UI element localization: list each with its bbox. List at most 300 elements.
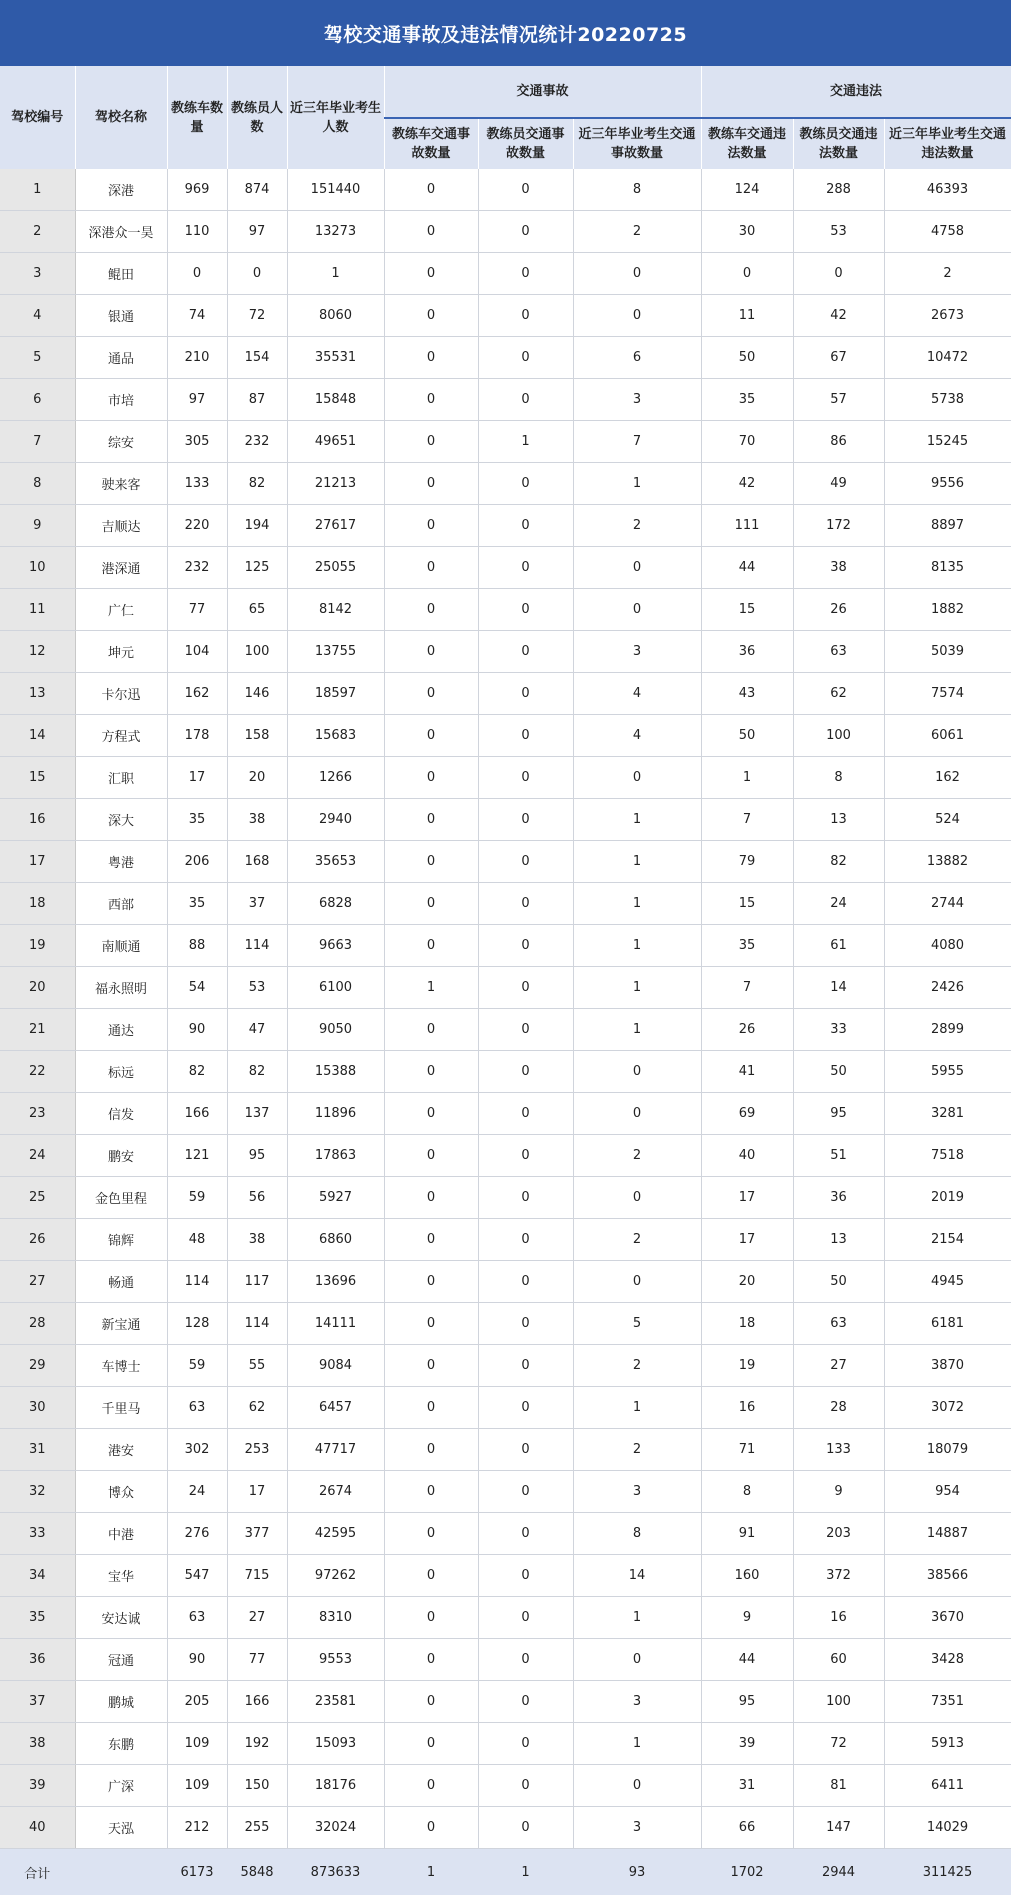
cell-school-id: 17	[0, 841, 75, 883]
cell-instructors: 77	[227, 1639, 287, 1681]
table-row	[0, 337, 1011, 379]
cell-vehicles: 166	[167, 1093, 227, 1135]
cell-acc-instructor: 0	[478, 1513, 573, 1555]
cell-instructors: 17	[227, 1471, 287, 1513]
table-row	[0, 841, 1011, 883]
cell-vehicles: 109	[167, 1723, 227, 1765]
cell-graduates: 8310	[287, 1597, 384, 1639]
cell-acc-graduate: 4	[573, 673, 701, 715]
total-vio-vehicle: 1702	[701, 1849, 793, 1895]
cell-acc-vehicle: 0	[384, 547, 478, 589]
cell-vio-instructor: 42	[793, 295, 884, 337]
header-group-accident: 交通事故	[384, 66, 701, 118]
cell-instructors: 38	[227, 799, 287, 841]
cell-school-name: 方程式	[75, 715, 167, 757]
cell-instructors: 56	[227, 1177, 287, 1219]
cell-instructors: 27	[227, 1597, 287, 1639]
cell-vio-instructor: 86	[793, 421, 884, 463]
cell-vio-vehicle: 30	[701, 211, 793, 253]
cell-acc-graduate: 1	[573, 799, 701, 841]
cell-vio-graduate: 10472	[884, 337, 1011, 379]
cell-acc-instructor: 0	[478, 967, 573, 1009]
cell-acc-graduate: 4	[573, 715, 701, 757]
header-school-id: 驾校编号	[0, 66, 75, 169]
cell-school-id: 14	[0, 715, 75, 757]
cell-vio-vehicle: 124	[701, 169, 793, 211]
table-row	[0, 379, 1011, 421]
cell-vehicles: 210	[167, 337, 227, 379]
cell-school-id: 5	[0, 337, 75, 379]
cell-acc-vehicle: 0	[384, 463, 478, 505]
cell-school-id: 33	[0, 1513, 75, 1555]
header-acc-vehicle: 教练车交通事故数量	[384, 118, 478, 169]
cell-vio-graduate: 6411	[884, 1765, 1011, 1807]
cell-vio-vehicle: 50	[701, 337, 793, 379]
cell-acc-vehicle: 0	[384, 505, 478, 547]
cell-vehicles: 63	[167, 1597, 227, 1639]
statistics-table	[0, 66, 1011, 1895]
cell-vehicles: 104	[167, 631, 227, 673]
cell-school-id: 34	[0, 1555, 75, 1597]
cell-acc-vehicle: 0	[384, 1219, 478, 1261]
cell-vehicles: 77	[167, 589, 227, 631]
cell-instructors: 20	[227, 757, 287, 799]
cell-acc-graduate: 1	[573, 1009, 701, 1051]
cell-vio-vehicle: 18	[701, 1303, 793, 1345]
cell-vio-instructor: 8	[793, 757, 884, 799]
cell-acc-vehicle: 0	[384, 1303, 478, 1345]
cell-instructors: 232	[227, 421, 287, 463]
cell-graduates: 15388	[287, 1051, 384, 1093]
cell-graduates: 15093	[287, 1723, 384, 1765]
cell-graduates: 27617	[287, 505, 384, 547]
cell-acc-vehicle: 0	[384, 673, 478, 715]
cell-acc-vehicle: 0	[384, 1177, 478, 1219]
cell-vehicles: 88	[167, 925, 227, 967]
cell-school-name: 港安	[75, 1429, 167, 1471]
cell-vio-instructor: 60	[793, 1639, 884, 1681]
total-acc-instructor: 1	[478, 1849, 573, 1895]
total-school-name	[75, 1849, 167, 1895]
cell-graduates: 32024	[287, 1807, 384, 1849]
cell-vio-vehicle: 43	[701, 673, 793, 715]
cell-vio-graduate: 18079	[884, 1429, 1011, 1471]
cell-school-name: 冠通	[75, 1639, 167, 1681]
cell-vio-vehicle: 7	[701, 967, 793, 1009]
cell-acc-instructor: 0	[478, 169, 573, 211]
cell-vio-graduate: 2154	[884, 1219, 1011, 1261]
cell-acc-graduate: 0	[573, 757, 701, 799]
cell-acc-graduate: 2	[573, 505, 701, 547]
cell-vio-vehicle: 79	[701, 841, 793, 883]
cell-vio-vehicle: 8	[701, 1471, 793, 1513]
cell-school-name: 卡尔迅	[75, 673, 167, 715]
cell-acc-graduate: 7	[573, 421, 701, 463]
cell-school-id: 6	[0, 379, 75, 421]
cell-instructors: 65	[227, 589, 287, 631]
cell-vio-graduate: 4758	[884, 211, 1011, 253]
cell-acc-vehicle: 0	[384, 1261, 478, 1303]
cell-vio-vehicle: 39	[701, 1723, 793, 1765]
cell-graduates: 6457	[287, 1387, 384, 1429]
cell-acc-instructor: 0	[478, 1093, 573, 1135]
cell-vio-instructor: 27	[793, 1345, 884, 1387]
cell-acc-instructor: 0	[478, 379, 573, 421]
cell-graduates: 21213	[287, 463, 384, 505]
cell-school-name: 安达诚	[75, 1597, 167, 1639]
cell-graduates: 47717	[287, 1429, 384, 1471]
cell-vio-graduate: 2426	[884, 967, 1011, 1009]
cell-vio-vehicle: 69	[701, 1093, 793, 1135]
cell-graduates: 2674	[287, 1471, 384, 1513]
cell-school-id: 13	[0, 673, 75, 715]
header-vio-instructor: 教练员交通违法数量	[793, 118, 884, 169]
table-row	[0, 967, 1011, 1009]
cell-acc-graduate: 0	[573, 295, 701, 337]
cell-graduates: 11896	[287, 1093, 384, 1135]
cell-vio-vehicle: 70	[701, 421, 793, 463]
cell-school-name: 通品	[75, 337, 167, 379]
table-row	[0, 1177, 1011, 1219]
cell-instructors: 82	[227, 1051, 287, 1093]
cell-school-name: 深大	[75, 799, 167, 841]
cell-vio-instructor: 50	[793, 1051, 884, 1093]
cell-school-id: 3	[0, 253, 75, 295]
cell-acc-vehicle: 0	[384, 379, 478, 421]
cell-instructors: 38	[227, 1219, 287, 1261]
cell-graduates: 151440	[287, 169, 384, 211]
cell-acc-vehicle: 0	[384, 799, 478, 841]
cell-graduates: 6100	[287, 967, 384, 1009]
cell-graduates: 6828	[287, 883, 384, 925]
cell-acc-graduate: 1	[573, 463, 701, 505]
cell-acc-graduate: 0	[573, 1639, 701, 1681]
cell-vehicles: 205	[167, 1681, 227, 1723]
total-graduates: 873633	[287, 1849, 384, 1895]
cell-acc-instructor: 0	[478, 1303, 573, 1345]
cell-acc-graduate: 3	[573, 379, 701, 421]
cell-school-name: 标远	[75, 1051, 167, 1093]
cell-acc-instructor: 0	[478, 673, 573, 715]
cell-school-id: 36	[0, 1639, 75, 1681]
cell-acc-graduate: 0	[573, 1261, 701, 1303]
cell-acc-vehicle: 0	[384, 883, 478, 925]
cell-graduates: 2940	[287, 799, 384, 841]
cell-vio-vehicle: 11	[701, 295, 793, 337]
cell-graduates: 17863	[287, 1135, 384, 1177]
cell-vio-instructor: 24	[793, 883, 884, 925]
cell-vehicles: 206	[167, 841, 227, 883]
cell-school-id: 8	[0, 463, 75, 505]
cell-school-name: 银通	[75, 295, 167, 337]
table-row	[0, 547, 1011, 589]
table-row	[0, 925, 1011, 967]
cell-graduates: 15848	[287, 379, 384, 421]
cell-acc-instructor: 0	[478, 883, 573, 925]
cell-instructors: 192	[227, 1723, 287, 1765]
cell-graduates: 5927	[287, 1177, 384, 1219]
cell-vio-graduate: 2673	[884, 295, 1011, 337]
cell-vio-instructor: 95	[793, 1093, 884, 1135]
cell-instructors: 114	[227, 1303, 287, 1345]
total-acc-graduate: 93	[573, 1849, 701, 1895]
cell-school-id: 10	[0, 547, 75, 589]
cell-acc-instructor: 0	[478, 589, 573, 631]
cell-vio-graduate: 13882	[884, 841, 1011, 883]
cell-vio-graduate: 3428	[884, 1639, 1011, 1681]
header-vio-graduate: 近三年毕业考生交通违法数量	[884, 118, 1011, 169]
cell-graduates: 42595	[287, 1513, 384, 1555]
cell-school-name: 宝华	[75, 1555, 167, 1597]
cell-vio-vehicle: 16	[701, 1387, 793, 1429]
cell-vio-instructor: 63	[793, 631, 884, 673]
cell-acc-instructor: 0	[478, 547, 573, 589]
cell-acc-instructor: 1	[478, 421, 573, 463]
cell-vio-graduate: 3870	[884, 1345, 1011, 1387]
cell-graduates: 35531	[287, 337, 384, 379]
cell-acc-vehicle: 0	[384, 1135, 478, 1177]
cell-graduates: 35653	[287, 841, 384, 883]
total-vio-instructor: 2944	[793, 1849, 884, 1895]
cell-school-name: 畅通	[75, 1261, 167, 1303]
cell-vio-graduate: 8135	[884, 547, 1011, 589]
cell-vehicles: 109	[167, 1765, 227, 1807]
cell-school-id: 38	[0, 1723, 75, 1765]
cell-acc-graduate: 0	[573, 1177, 701, 1219]
table-row	[0, 1261, 1011, 1303]
cell-acc-instructor: 0	[478, 337, 573, 379]
cell-acc-vehicle: 0	[384, 1429, 478, 1471]
cell-instructors: 97	[227, 211, 287, 253]
cell-school-id: 15	[0, 757, 75, 799]
cell-vio-graduate: 2744	[884, 883, 1011, 925]
cell-vio-instructor: 51	[793, 1135, 884, 1177]
cell-school-name: 南顺通	[75, 925, 167, 967]
cell-acc-instructor: 0	[478, 1807, 573, 1849]
header-graduates: 近三年毕业考生人数	[287, 66, 384, 169]
cell-graduates: 8060	[287, 295, 384, 337]
cell-vio-graduate: 3670	[884, 1597, 1011, 1639]
cell-vio-graduate: 2899	[884, 1009, 1011, 1051]
cell-vio-instructor: 82	[793, 841, 884, 883]
cell-vio-instructor: 38	[793, 547, 884, 589]
cell-vio-graduate: 162	[884, 757, 1011, 799]
cell-vio-instructor: 100	[793, 1681, 884, 1723]
cell-vehicles: 90	[167, 1009, 227, 1051]
cell-vio-graduate: 5738	[884, 379, 1011, 421]
cell-acc-instructor: 0	[478, 1555, 573, 1597]
table-row	[0, 1387, 1011, 1429]
cell-school-name: 天泓	[75, 1807, 167, 1849]
cell-vehicles: 48	[167, 1219, 227, 1261]
cell-acc-graduate: 1	[573, 967, 701, 1009]
cell-vio-vehicle: 66	[701, 1807, 793, 1849]
table-row	[0, 1429, 1011, 1471]
cell-graduates: 1266	[287, 757, 384, 799]
total-acc-vehicle: 1	[384, 1849, 478, 1895]
cell-acc-vehicle: 1	[384, 967, 478, 1009]
cell-vehicles: 128	[167, 1303, 227, 1345]
cell-vehicles: 220	[167, 505, 227, 547]
cell-vio-instructor: 50	[793, 1261, 884, 1303]
cell-graduates: 18176	[287, 1765, 384, 1807]
cell-school-id: 16	[0, 799, 75, 841]
cell-vio-instructor: 13	[793, 799, 884, 841]
cell-acc-graduate: 3	[573, 1807, 701, 1849]
cell-vio-vehicle: 20	[701, 1261, 793, 1303]
cell-acc-graduate: 1	[573, 1387, 701, 1429]
cell-vio-vehicle: 111	[701, 505, 793, 547]
cell-vehicles: 35	[167, 799, 227, 841]
cell-vehicles: 178	[167, 715, 227, 757]
table-row	[0, 1807, 1011, 1849]
cell-vio-vehicle: 71	[701, 1429, 793, 1471]
cell-acc-vehicle: 0	[384, 169, 478, 211]
cell-school-id: 30	[0, 1387, 75, 1429]
cell-school-id: 28	[0, 1303, 75, 1345]
cell-acc-graduate: 2	[573, 1135, 701, 1177]
header-acc-graduate: 近三年毕业考生交通事故数量	[573, 118, 701, 169]
table-row	[0, 673, 1011, 715]
cell-school-id: 29	[0, 1345, 75, 1387]
cell-acc-vehicle: 0	[384, 1723, 478, 1765]
cell-acc-graduate: 1	[573, 841, 701, 883]
cell-vio-vehicle: 160	[701, 1555, 793, 1597]
cell-vio-vehicle: 31	[701, 1765, 793, 1807]
cell-vio-vehicle: 26	[701, 1009, 793, 1051]
cell-school-name: 博众	[75, 1471, 167, 1513]
cell-acc-vehicle: 0	[384, 211, 478, 253]
cell-school-id: 26	[0, 1219, 75, 1261]
cell-school-id: 32	[0, 1471, 75, 1513]
cell-acc-graduate: 8	[573, 1513, 701, 1555]
table-row	[0, 295, 1011, 337]
cell-vehicles: 133	[167, 463, 227, 505]
cell-school-name: 广仁	[75, 589, 167, 631]
cell-acc-vehicle: 0	[384, 253, 478, 295]
cell-school-name: 金色里程	[75, 1177, 167, 1219]
cell-acc-instructor: 0	[478, 1471, 573, 1513]
cell-vio-instructor: 203	[793, 1513, 884, 1555]
cell-acc-graduate: 1	[573, 883, 701, 925]
cell-school-id: 11	[0, 589, 75, 631]
cell-vehicles: 212	[167, 1807, 227, 1849]
cell-acc-graduate: 2	[573, 1219, 701, 1261]
cell-vehicles: 59	[167, 1345, 227, 1387]
cell-acc-graduate: 0	[573, 589, 701, 631]
table-row	[0, 1555, 1011, 1597]
cell-school-id: 9	[0, 505, 75, 547]
cell-graduates: 23581	[287, 1681, 384, 1723]
cell-acc-vehicle: 0	[384, 1765, 478, 1807]
cell-vio-graduate: 2	[884, 253, 1011, 295]
cell-vehicles: 63	[167, 1387, 227, 1429]
header-vehicles: 教练车数量	[167, 66, 227, 169]
cell-vio-vehicle: 50	[701, 715, 793, 757]
table-row	[0, 757, 1011, 799]
cell-vio-instructor: 14	[793, 967, 884, 1009]
cell-vio-instructor: 9	[793, 1471, 884, 1513]
cell-school-name: 港深通	[75, 547, 167, 589]
cell-vio-instructor: 36	[793, 1177, 884, 1219]
cell-instructors: 150	[227, 1765, 287, 1807]
cell-acc-instructor: 0	[478, 799, 573, 841]
cell-vio-vehicle: 17	[701, 1219, 793, 1261]
cell-school-name: 千里马	[75, 1387, 167, 1429]
table-row	[0, 1471, 1011, 1513]
cell-school-name: 鹏城	[75, 1681, 167, 1723]
table-row	[0, 715, 1011, 757]
cell-instructors: 255	[227, 1807, 287, 1849]
cell-acc-graduate: 3	[573, 1681, 701, 1723]
table-row	[0, 1723, 1011, 1765]
table-footer	[0, 1849, 1011, 1895]
cell-school-name: 广深	[75, 1765, 167, 1807]
cell-vio-vehicle: 0	[701, 253, 793, 295]
cell-vio-instructor: 33	[793, 1009, 884, 1051]
cell-vio-graduate: 7351	[884, 1681, 1011, 1723]
cell-vio-graduate: 14029	[884, 1807, 1011, 1849]
header-vio-vehicle: 教练车交通违法数量	[701, 118, 793, 169]
cell-vio-graduate: 4945	[884, 1261, 1011, 1303]
cell-graduates: 1	[287, 253, 384, 295]
cell-acc-instructor: 0	[478, 1597, 573, 1639]
cell-acc-instructor: 0	[478, 925, 573, 967]
cell-acc-graduate: 1	[573, 925, 701, 967]
cell-vehicles: 969	[167, 169, 227, 211]
cell-acc-graduate: 0	[573, 253, 701, 295]
cell-vio-vehicle: 15	[701, 883, 793, 925]
cell-acc-instructor: 0	[478, 1345, 573, 1387]
cell-vehicles: 114	[167, 1261, 227, 1303]
cell-school-id: 18	[0, 883, 75, 925]
cell-acc-graduate: 2	[573, 1345, 701, 1387]
page-title: 驾校交通事故及违法情况统计20220725	[0, 0, 1011, 66]
cell-vio-vehicle: 91	[701, 1513, 793, 1555]
cell-instructors: 95	[227, 1135, 287, 1177]
cell-vio-vehicle: 44	[701, 547, 793, 589]
header-group-violation: 交通违法	[701, 66, 1011, 118]
cell-acc-vehicle: 0	[384, 421, 478, 463]
cell-vio-graduate: 14887	[884, 1513, 1011, 1555]
cell-vio-instructor: 57	[793, 379, 884, 421]
cell-acc-instructor: 0	[478, 253, 573, 295]
table-row	[0, 1093, 1011, 1135]
cell-vehicles: 35	[167, 883, 227, 925]
cell-vio-graduate: 46393	[884, 169, 1011, 211]
cell-school-name: 综安	[75, 421, 167, 463]
cell-instructors: 715	[227, 1555, 287, 1597]
cell-acc-vehicle: 0	[384, 715, 478, 757]
table-row	[0, 883, 1011, 925]
cell-acc-graduate: 14	[573, 1555, 701, 1597]
cell-instructors: 53	[227, 967, 287, 1009]
cell-instructors: 55	[227, 1345, 287, 1387]
cell-instructors: 253	[227, 1429, 287, 1471]
cell-acc-instructor: 0	[478, 463, 573, 505]
cell-acc-vehicle: 0	[384, 757, 478, 799]
cell-graduates: 13273	[287, 211, 384, 253]
cell-vio-instructor: 13	[793, 1219, 884, 1261]
cell-vio-instructor: 63	[793, 1303, 884, 1345]
cell-school-id: 7	[0, 421, 75, 463]
cell-instructors: 37	[227, 883, 287, 925]
table-row	[0, 1219, 1011, 1261]
cell-vio-graduate: 7518	[884, 1135, 1011, 1177]
cell-vio-vehicle: 9	[701, 1597, 793, 1639]
cell-acc-graduate: 2	[573, 211, 701, 253]
cell-vio-vehicle: 19	[701, 1345, 793, 1387]
